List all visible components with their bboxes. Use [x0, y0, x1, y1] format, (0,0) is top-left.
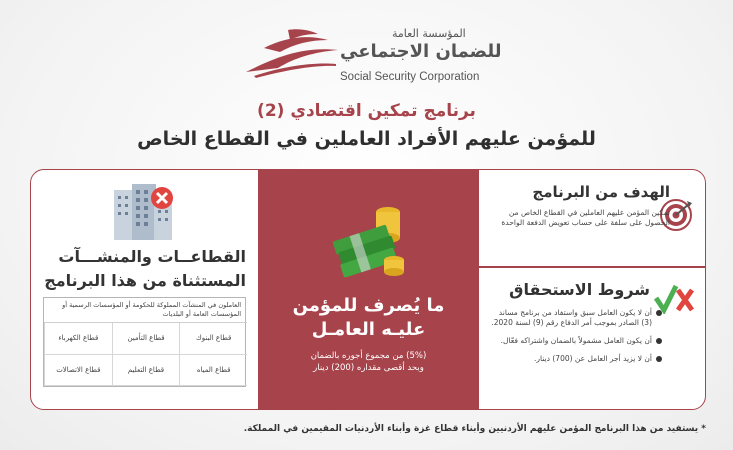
building-x-icon — [110, 180, 176, 242]
eligibility-item — [486, 308, 662, 328]
sector-cell: قطاع الكهرباء — [44, 323, 112, 355]
eligibility-list — [486, 308, 662, 372]
bullet-icon — [656, 356, 662, 362]
goal-text: تمكين المؤمن عليهم العاملين في القطاع الخاص من الحصول على سلفة على حساب تعويض الدفعة الواحدة — [501, 208, 670, 227]
eligibility-item — [486, 354, 662, 364]
bullet-icon — [656, 310, 662, 316]
payout-title — [258, 294, 479, 342]
sector-cell: قطاع المياه — [179, 355, 247, 387]
logo-english: Social Security Corporation — [340, 71, 480, 83]
program-subtitle: للمؤمن عليهم الأفراد العاملين في القطاع الخاص — [137, 128, 596, 150]
eligibility-item-text: أن لا يزيد أجر العامل عن (700) دينار. — [534, 354, 652, 363]
payout-description — [258, 350, 479, 374]
excluded-title-line2: المستثناة من هذا البرنامج — [44, 271, 246, 290]
program-title: برنامج تمكين اقتصادي (2) — [257, 101, 476, 121]
sectors-table — [43, 297, 246, 387]
sectors-grid — [44, 323, 247, 386]
sector-cell: قطاع التعليم — [112, 355, 180, 387]
payout-desc-line1: (5%) من مجموع أجوره بالضمان — [310, 351, 427, 361]
payout-desc-line2: وبحد أقصى مقداره (200) دينار — [313, 363, 424, 373]
logo-arabic-line1: المؤسسة العامة — [392, 27, 466, 40]
eligibility-title: شروط الاستحقاق — [509, 280, 650, 299]
sector-cell: قطاع التأمين — [112, 323, 180, 355]
sectors-note: العاملون في المنشآت المملوكة للحكومة أو المؤسسات الرسمية أو المؤسسات العامة أو البلديات — [44, 298, 247, 323]
ssc-wing-icon — [244, 28, 340, 78]
footnote: * يستفيد من هذا البرنامج المؤمن عليهم الأردنيين وأبناء قطاع غزة وأبناء الأردنيات المقيمين في المملكة. — [243, 424, 706, 434]
sector-cell: قطاع الاتصالات — [44, 355, 112, 387]
bullet-icon — [656, 338, 662, 344]
eligibility-item — [486, 336, 662, 346]
logo-arabic-line2: للضمان الاجتماعي — [340, 41, 502, 62]
eligibility-item-text: أن يكون العامل مشمولاً بالضمان واشتراكه فعّال. — [500, 336, 652, 345]
right-divider — [479, 266, 706, 268]
payout-title-line2: عليـه العامـل — [311, 319, 426, 340]
sector-cell: قطاع البنوك — [179, 323, 247, 355]
excluded-sectors-title — [40, 245, 246, 293]
eligibility-item-text: أن لا يكون العامل سبق واستفاد من برنامج مساند (3) الصادر بموجب أمر الدفاع رقم (9) لسنة 2020. — [491, 308, 652, 327]
excluded-title-line1: القطاعــات والمنشـــآت — [58, 247, 246, 266]
money-stack-icon — [330, 200, 410, 280]
payout-title-line1: ما يُصرف للمؤمن — [292, 295, 445, 316]
goal-title: الهدف من البرنامج — [532, 183, 670, 201]
